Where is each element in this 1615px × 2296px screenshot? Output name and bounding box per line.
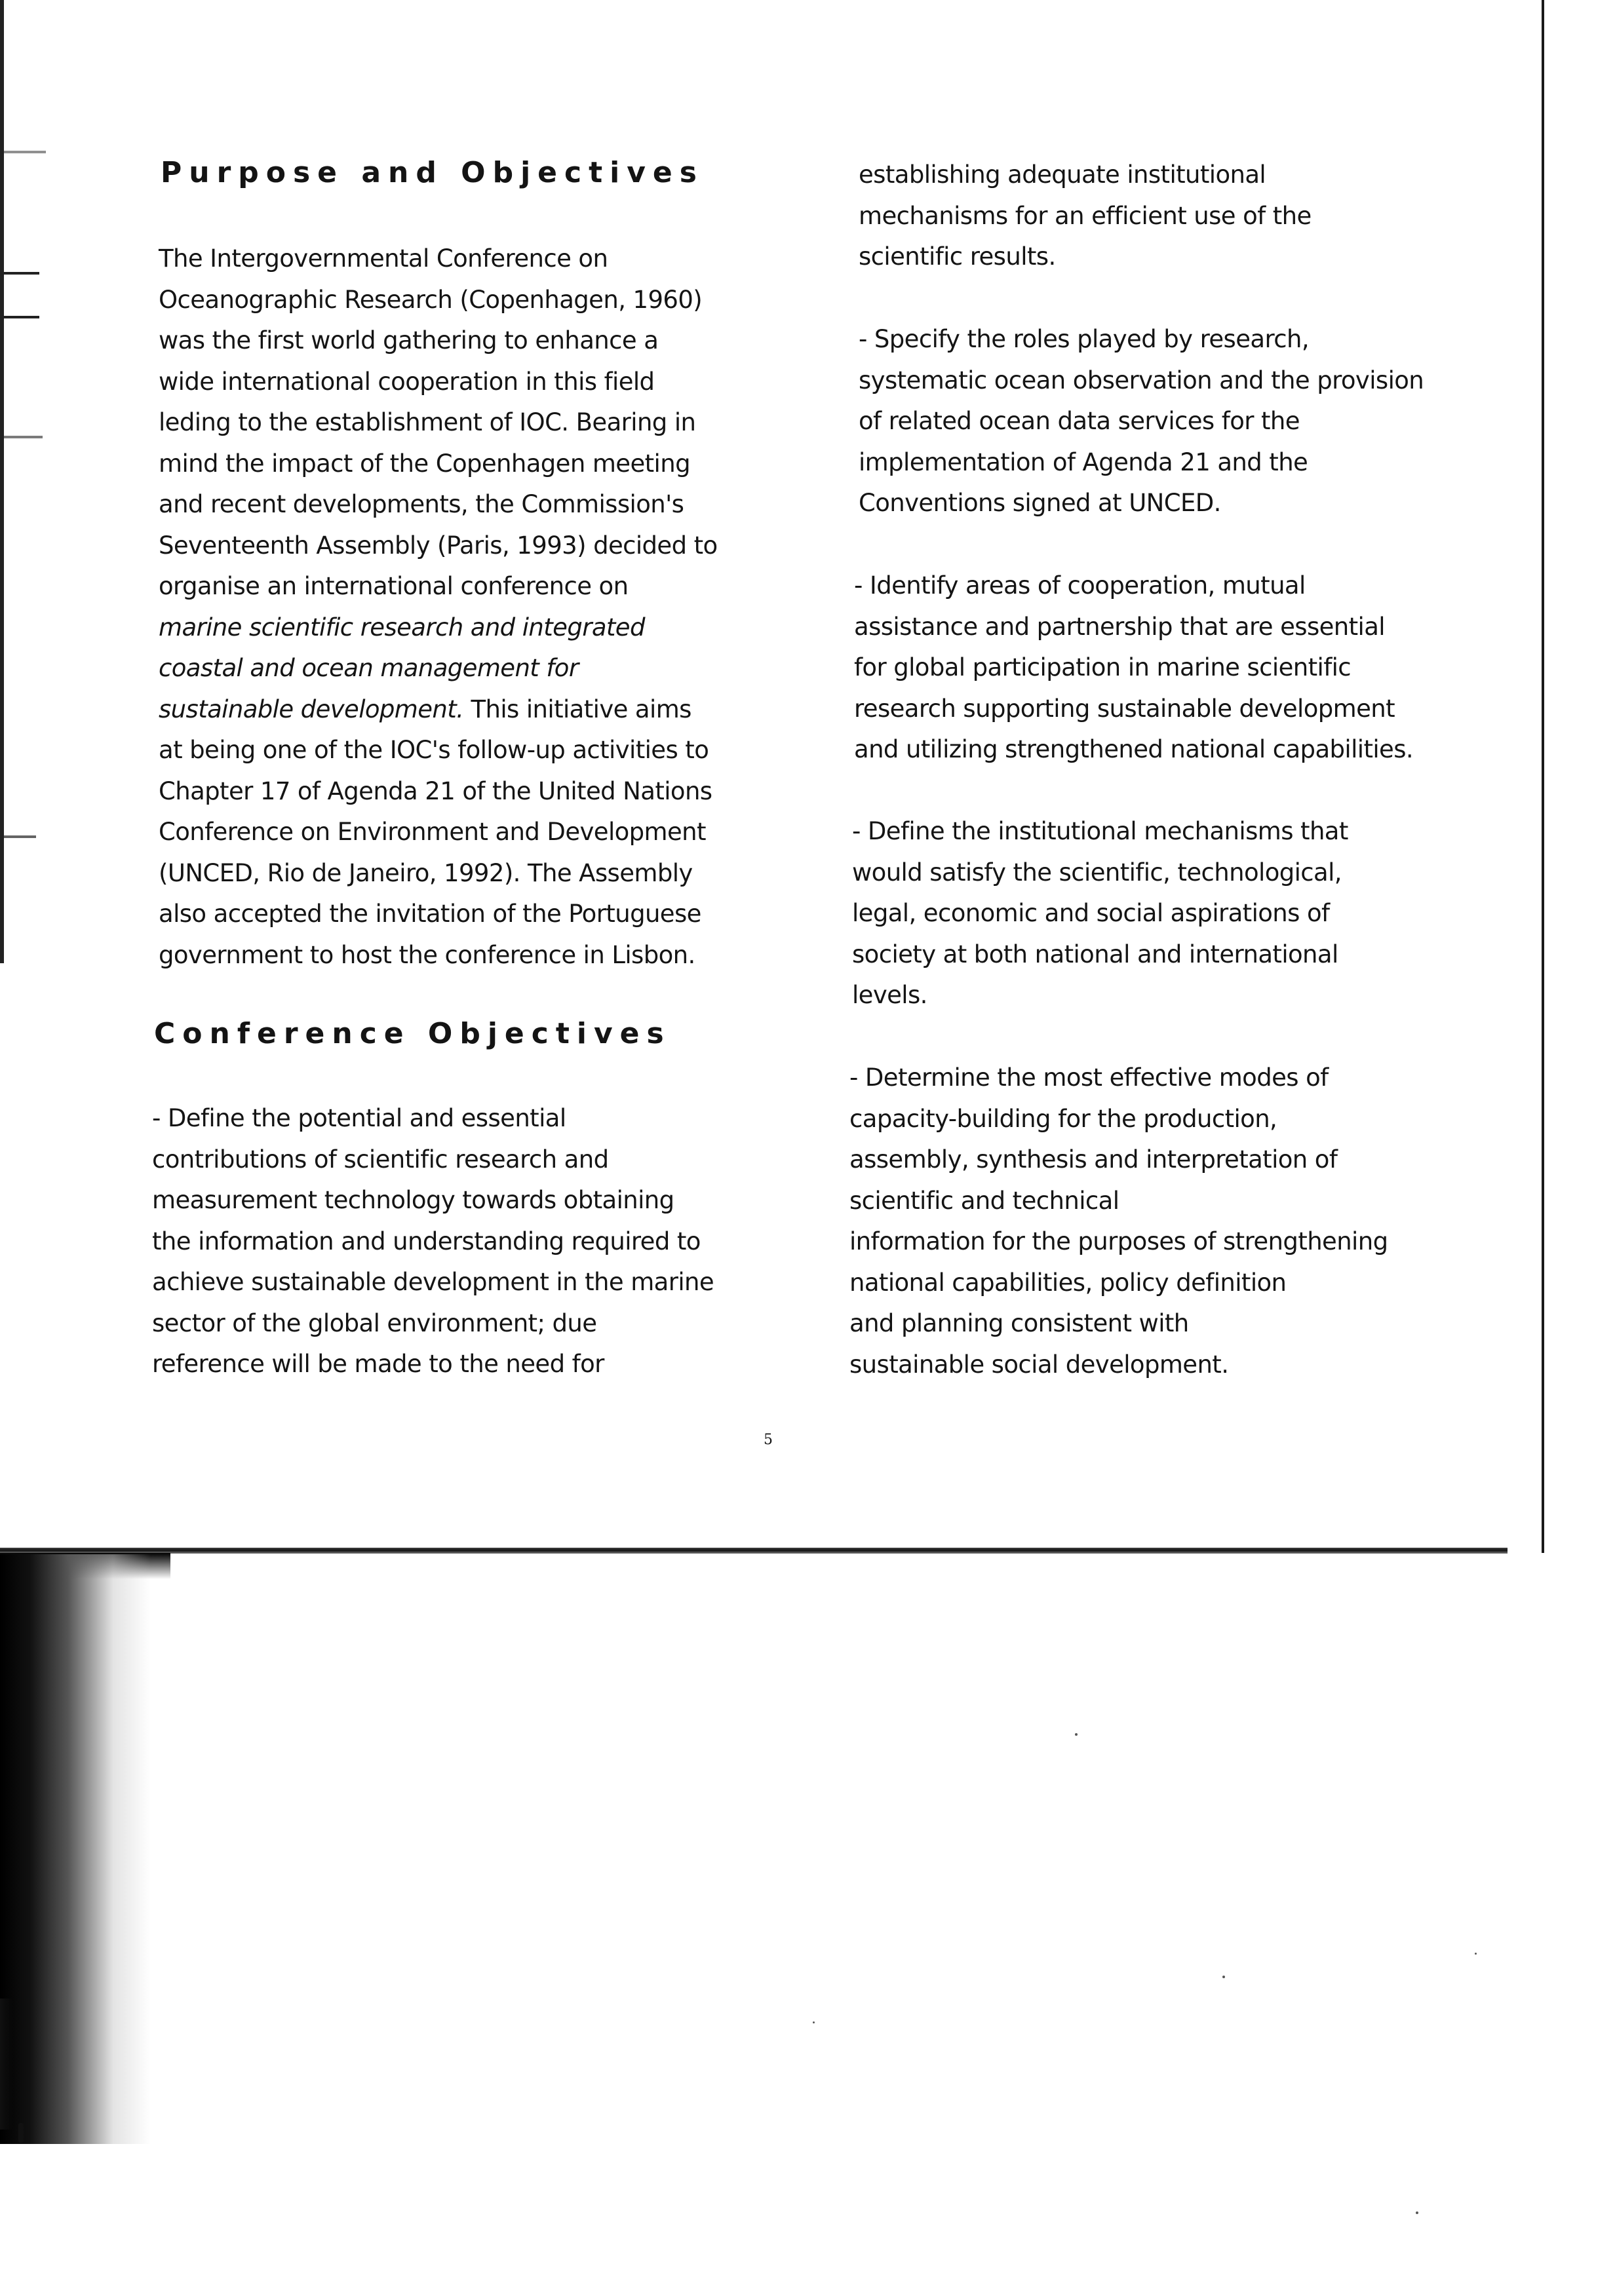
text-run: This initiative aims: [463, 695, 691, 723]
text-run: national capabilities, policy definition: [849, 1268, 1287, 1297]
text-run: contributions of scientific research and: [152, 1145, 609, 1174]
text-line: [159, 239, 718, 280]
text-run: organise an international conference on: [159, 572, 629, 600]
scan-speck: [1075, 1733, 1078, 1736]
text-run: research supporting sustainable development: [854, 694, 1395, 723]
text-line: [152, 1221, 714, 1263]
text-line: [152, 1262, 714, 1303]
text-line: [849, 1221, 1388, 1263]
binding-mark: [0, 835, 36, 838]
text-line: [852, 893, 1348, 934]
page-edge-right: [1542, 0, 1544, 1553]
text-line: [859, 483, 1424, 524]
text-run: The Intergovernmental Conference on: [159, 244, 608, 273]
text-run: scientific results.: [859, 242, 1056, 271]
text-line: [159, 894, 718, 935]
text-line: [159, 566, 718, 607]
binding-mark: [0, 272, 39, 275]
text-run: implementation of Agenda 21 and the: [859, 448, 1308, 476]
text-line: [859, 155, 1312, 196]
text-run: levels.: [852, 981, 927, 1009]
text-run: legal, economic and social aspirations of: [852, 899, 1330, 927]
objective-capacity-building: [849, 1058, 1388, 1385]
text-line: [159, 402, 718, 444]
text-run: measurement technology towards obtaining: [152, 1186, 674, 1214]
text-line: [849, 1058, 1388, 1099]
text-run: Chapter 17 of Agenda 21 of the United Nations: [159, 776, 712, 805]
text-line: [159, 526, 718, 567]
text-run: reference will be made to the need for: [152, 1350, 604, 1378]
objective-continuation: [859, 155, 1312, 278]
conference-objective-define-contributions: [152, 1098, 714, 1385]
scan-speck: [1222, 1976, 1225, 1978]
conference-objectives-heading: Conference Objectives: [154, 1017, 671, 1050]
text-run: and utilizing strengthened national capabilities.: [854, 735, 1414, 763]
text-run: and recent developments, the Commission's: [159, 490, 684, 518]
text-line: [152, 1303, 714, 1345]
binding-mark: [0, 316, 39, 318]
text-run: sector of the global environment; due: [152, 1309, 597, 1337]
text-line: [152, 1139, 714, 1181]
text-line: [854, 689, 1413, 730]
italic-text: marine scientific research and integrated: [159, 613, 645, 641]
objective-specify-roles: [859, 319, 1424, 524]
text-line: [159, 607, 718, 649]
text-line: [854, 729, 1413, 771]
text-run: government to host the conference in Lisbon.: [159, 940, 695, 969]
text-run: assembly, synthesis and interpretation of: [849, 1145, 1338, 1174]
text-line: [152, 1098, 714, 1139]
page-edge-bottom: [0, 1548, 1508, 1554]
text-run: - Determine the most effective modes of: [849, 1063, 1329, 1092]
text-run: - Specify the roles played by research,: [859, 325, 1310, 353]
binding-mark: [0, 436, 43, 438]
text-line: [159, 935, 718, 976]
text-run: leding to the establishment of IOC. Bearing in: [159, 408, 696, 436]
text-line: [159, 853, 718, 894]
scan-speck: [1475, 1953, 1477, 1955]
scan-speck: [813, 2021, 815, 2023]
text-line: [854, 647, 1413, 689]
text-run: and planning consistent with: [849, 1309, 1189, 1337]
text-run: systematic ocean observation and the provision: [859, 366, 1424, 394]
binding-edge: [0, 0, 4, 963]
text-line: [849, 1181, 1388, 1222]
text-line: [849, 1303, 1388, 1345]
text-line: [159, 362, 718, 403]
text-run: of related ocean data services for the: [859, 407, 1300, 435]
text-run: assistance and partnership that are essential: [854, 612, 1385, 641]
page-number: 5: [764, 1432, 773, 1448]
text-run: society at both national and international: [852, 940, 1338, 968]
scan-shadow: [0, 1554, 151, 2144]
text-line: [859, 401, 1424, 442]
text-run: wide international cooperation in this field: [159, 367, 655, 396]
scan-shadow: [0, 1999, 13, 2130]
purpose-paragraph: [159, 239, 718, 976]
text-line: [159, 689, 718, 731]
purpose-heading: Purpose and Objectives: [161, 156, 704, 189]
text-line: [852, 811, 1348, 852]
text-run: Conventions signed at UNCED.: [859, 489, 1221, 517]
scan-speck: [1416, 2211, 1418, 2214]
text-run: sustainable social development.: [849, 1350, 1229, 1379]
text-line: [859, 319, 1424, 360]
text-line: [859, 196, 1312, 237]
text-run: at being one of the IOC's follow-up activities to: [159, 736, 709, 764]
objective-identify-cooperation: [854, 565, 1413, 771]
text-run: Conference on Environment and Development: [159, 818, 706, 846]
text-line: [849, 1099, 1388, 1140]
text-line: [159, 484, 718, 526]
binding-mark: [0, 151, 46, 153]
text-line: [852, 934, 1348, 976]
text-line: [159, 771, 718, 813]
objective-institutional-mechanisms: [852, 811, 1348, 1016]
text-run: information for the purposes of strengthening: [849, 1227, 1388, 1255]
text-line: [152, 1180, 714, 1221]
text-run: Oceanographic Research (Copenhagen, 1960): [159, 285, 703, 314]
text-line: [159, 280, 718, 321]
text-run: for global participation in marine scientific: [854, 653, 1352, 681]
text-line: [159, 320, 718, 362]
text-run: mechanisms for an efficient use of the: [859, 201, 1312, 230]
scan-speck: [18, 2123, 24, 2143]
text-line: [159, 648, 718, 689]
text-run: the information and understanding required to: [152, 1227, 701, 1255]
italic-text: sustainable development.: [159, 695, 464, 723]
text-run: (UNCED, Rio de Janeiro, 1992). The Assembly: [159, 858, 693, 887]
text-line: [159, 444, 718, 485]
text-line: [849, 1345, 1388, 1386]
text-line: [159, 812, 718, 853]
text-run: Seventeenth Assembly (Paris, 1993) decided to: [159, 531, 718, 560]
text-line: [152, 1344, 714, 1385]
text-line: [852, 852, 1348, 894]
text-line: [859, 360, 1424, 402]
text-run: achieve sustainable development in the marine: [152, 1268, 714, 1296]
text-run: capacity-building for the production,: [849, 1104, 1277, 1133]
text-line: [854, 565, 1413, 607]
italic-text: coastal and ocean management for: [159, 654, 579, 682]
text-run: also accepted the invitation of the Portuguese: [159, 900, 701, 928]
text-run: - Define the institutional mechanisms that: [852, 817, 1348, 845]
text-line: [854, 607, 1413, 648]
text-run: establishing adequate institutional: [859, 161, 1266, 189]
text-line: [159, 730, 718, 771]
text-line: [859, 442, 1424, 484]
text-run: would satisfy the scientific, technological,: [852, 858, 1342, 887]
text-line: [849, 1139, 1388, 1181]
text-run: - Identify areas of cooperation, mutual: [854, 571, 1306, 600]
text-line: [859, 237, 1312, 278]
text-run: mind the impact of the Copenhagen meeting: [159, 449, 690, 478]
text-line: [849, 1263, 1388, 1304]
text-line: [852, 975, 1348, 1016]
text-run: - Define the potential and essential: [152, 1104, 566, 1132]
text-run: was the first world gathering to enhance a: [159, 326, 659, 354]
text-run: scientific and technical: [849, 1186, 1119, 1215]
